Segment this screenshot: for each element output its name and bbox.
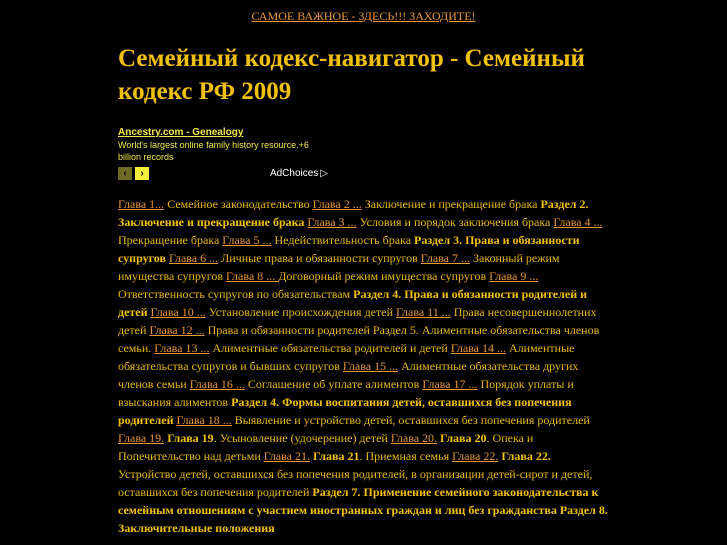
chapter-link[interactable]: Глава 3 ...	[307, 215, 357, 229]
chapter-link[interactable]: Глава 7 ...	[420, 251, 470, 265]
chapter-link[interactable]: Глава 16 ...	[189, 377, 245, 391]
chapter-description: Ответственность супругов по обязательствам	[118, 287, 354, 301]
adchoices-label: AdChoices	[269, 168, 319, 179]
chapter-link[interactable]: Глава 8 ...	[226, 269, 279, 283]
section-heading: Глава 21	[312, 449, 360, 463]
chapter-link[interactable]: Глава 20.	[390, 431, 438, 445]
chevron-right-icon: ›	[140, 168, 144, 179]
chapter-description: . Приемная семья	[359, 449, 453, 463]
section-heading: Раздел 4. Формы воспитания детей, оставшихся без попечения родителей	[118, 395, 572, 427]
section-heading: Раздел 7. Применение семейного законодательства к семейным отношениям с участием иностранных граждан и лиц без гражданства Раздел 8. Заключительные положения	[118, 485, 608, 535]
chapter-link[interactable]: Глава 4 ...	[553, 215, 603, 229]
chapter-description: Права и обязанности родителей Раздел 5. Алиментные обязательства членов семьи.	[118, 323, 600, 355]
top-banner	[0, 9, 727, 24]
chapter-description: Устройство детей, оставшихся без попечения родителей, в организации детей-сирот и детей, оставшихся без попечения родителей	[118, 467, 593, 499]
page-title: Семейный кодекс-навигатор - Семейный кодекс РФ 2009	[118, 45, 585, 105]
chapter-link[interactable]: Глава 17 ...	[422, 377, 478, 391]
chapter-description: Соглашение об уплате алиментов	[244, 377, 423, 391]
ad-title-link[interactable]: Ancestry.com - Genealogy	[118, 127, 244, 138]
section-heading: Раздел 2. Заключение и прекращение брака	[118, 197, 589, 229]
chapter-description: Законный режим имущества супругов	[118, 251, 560, 283]
chapter-link[interactable]: Глава 10 ...	[150, 305, 206, 319]
chapter-description: Условия и порядок заключения брака	[356, 215, 554, 229]
chapter-link[interactable]: Глава 6 ...	[168, 251, 219, 265]
chapter-link[interactable]: Глава 13 ...	[154, 341, 210, 355]
chapter-link[interactable]: Глава 22.	[452, 449, 499, 463]
chapter-link[interactable]: Глава 14 ...	[450, 341, 506, 355]
chapter-description: Личные права и обязанности супругов	[218, 251, 421, 265]
chevron-left-icon: ‹	[123, 168, 127, 179]
chapter-link[interactable]: Глава 5 ...	[222, 233, 272, 247]
ad-block	[118, 126, 328, 180]
chapter-link[interactable]: Глава 15 ...	[342, 359, 399, 373]
section-heading: Глава 20	[440, 431, 487, 445]
chapter-description: Семейное законодательство	[164, 197, 313, 211]
chapter-description: Договорный режим имущества супругов	[278, 269, 490, 283]
chapter-link[interactable]: Глава 18 ...	[176, 413, 232, 427]
chapter-link[interactable]: Глава 1...	[118, 197, 165, 211]
chapter-description: . Усыновление (удочерение) детей	[213, 431, 391, 445]
chapter-link[interactable]: Глава 21.	[263, 449, 310, 463]
section-heading: Раздел 3. Права и обязанности супругов	[118, 233, 580, 265]
top-promo-link[interactable]: САМОЕ ВАЖНОЕ - ЗДЕСЬ!!! ЗАХОДИТЕ!	[251, 9, 476, 23]
chapter-description: Порядок уплаты и взыскания алиментов	[118, 377, 574, 409]
section-heading: Глава 22.	[501, 449, 551, 463]
chapter-link[interactable]: Глава 11 ...	[396, 305, 451, 319]
ad-navigation	[118, 167, 328, 180]
chapter-description: Недействительность брака	[271, 233, 415, 247]
chapter-description: Алиментные обязательства супругов и бывших супругов	[118, 341, 575, 373]
chapter-link[interactable]: Глава 19.	[118, 431, 165, 445]
section-heading: Раздел 4. Права и обязанности родителей и детей	[118, 287, 588, 319]
chapter-link[interactable]: Глава 12 ...	[149, 323, 205, 337]
chapter-navigator-text	[118, 195, 608, 537]
adchoices-link[interactable]	[270, 168, 328, 179]
ad-next-button[interactable]	[135, 167, 149, 180]
chapter-description: Установление происхождения детей	[205, 305, 396, 319]
chapter-description: Алиментные обязательства родителей и детей	[209, 341, 451, 355]
chapter-description: . Опека и Попечительство над детьми	[118, 431, 534, 463]
adchoices-icon: ▷	[320, 168, 328, 179]
chapter-description: Прекращение брака	[118, 233, 223, 247]
chapter-link[interactable]: Глава 2 ...	[312, 197, 362, 211]
chapter-link[interactable]: Глава 9 ...	[489, 269, 539, 283]
chapter-description: Заключение и прекращение брака	[361, 197, 541, 211]
ad-prev-button[interactable]	[118, 167, 132, 180]
ad-description: World's largest online family history resource.+6 billion records	[118, 140, 309, 162]
chapter-description: Алиментные обязательства других членов семьи	[118, 359, 579, 391]
chapter-description: Выявление и устройство детей, оставшихся без попечения родителей	[231, 413, 590, 427]
chapter-description: Права несовершеннолетних детей	[118, 305, 597, 337]
section-heading: Глава 19	[167, 431, 214, 445]
